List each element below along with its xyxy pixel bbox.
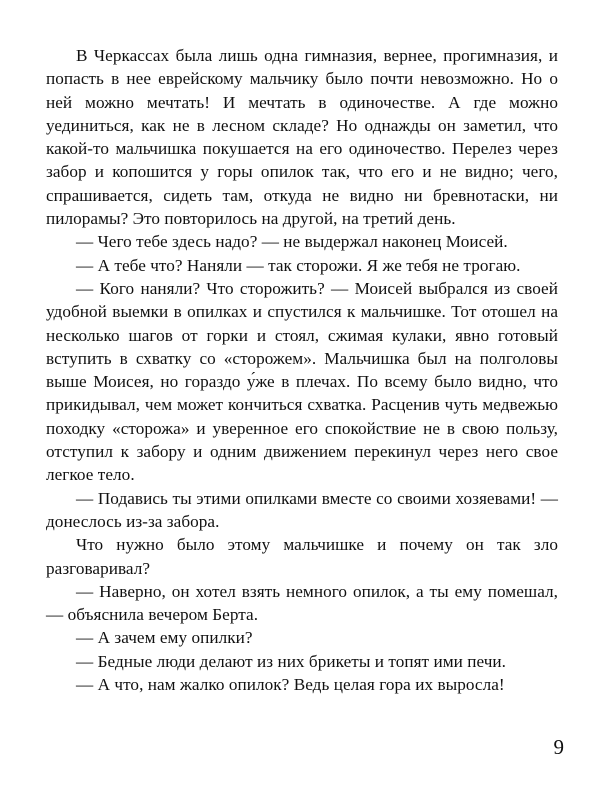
paragraph: В Черкассах была лишь одна гимназия, вернее, прогимназия, и попасть в нее еврейскому мальчику было почти невозможно. Но о ней можно мечтать! И мечтать в одиночестве. А где можно уединиться, как не в лесном складе? Но однажды он заметил, что какой-то мальчишка покушается на его одиночество. Перелез через забор и копошится у горы опилок так, что его и не видно; чего, спрашивается, сидеть там, откуда не видно ни бревнотаски, ни пилорамы? Это повторилось на другой, на третий день. [46, 46, 558, 229]
paragraph: — Кого наняли? Что сторожить? — Моисей выбрался из своей удобной выемки в опилках и спустился к мальчишке. Тот отошел на несколько шагов от горки и стоял, сжимая кулаки, явно готовый вступить в схватку со «сторожем». Мальчишка был на полголовы выше Моисея, но гораздо у́же в плечах. По всему было видно, что прикидывал, чем может кончиться схватка. Расценив чуть медвежью походку «сторожа» и уверенное его спокойствие не в свою пользу, отступил к забору и одним движением перекинул через него свое легкое тело. [46, 278, 558, 485]
paragraph: — Чего тебе здесь надо? — не выдержал наконец Моисей. [76, 232, 508, 252]
book-page [46, 44, 558, 744]
paragraph: — Наверно, он хотел взять немного опилок, а ты ему помешал,— объяснила вечером Берта. [46, 581, 558, 625]
paragraph: — Подавись ты этими опилками вместе со своими хозяевами! — донеслось из-за забора. [46, 488, 558, 531]
paragraph: — Бедные люди делают из них брикеты и топят ими печи. [76, 651, 507, 671]
paragraph: — А зачем ему опилки? [76, 628, 253, 648]
page-number: 9 [553, 735, 564, 759]
paragraph: — А тебе что? Наняли — так сторожи. Я же тебя не трогаю. [76, 255, 521, 275]
paragraph: — А что, нам жалко опилок? Ведь целая гора их выросла! [76, 675, 505, 695]
paragraph: Что нужно было этому мальчишке и почему он так зло разговаривал? [46, 535, 558, 578]
